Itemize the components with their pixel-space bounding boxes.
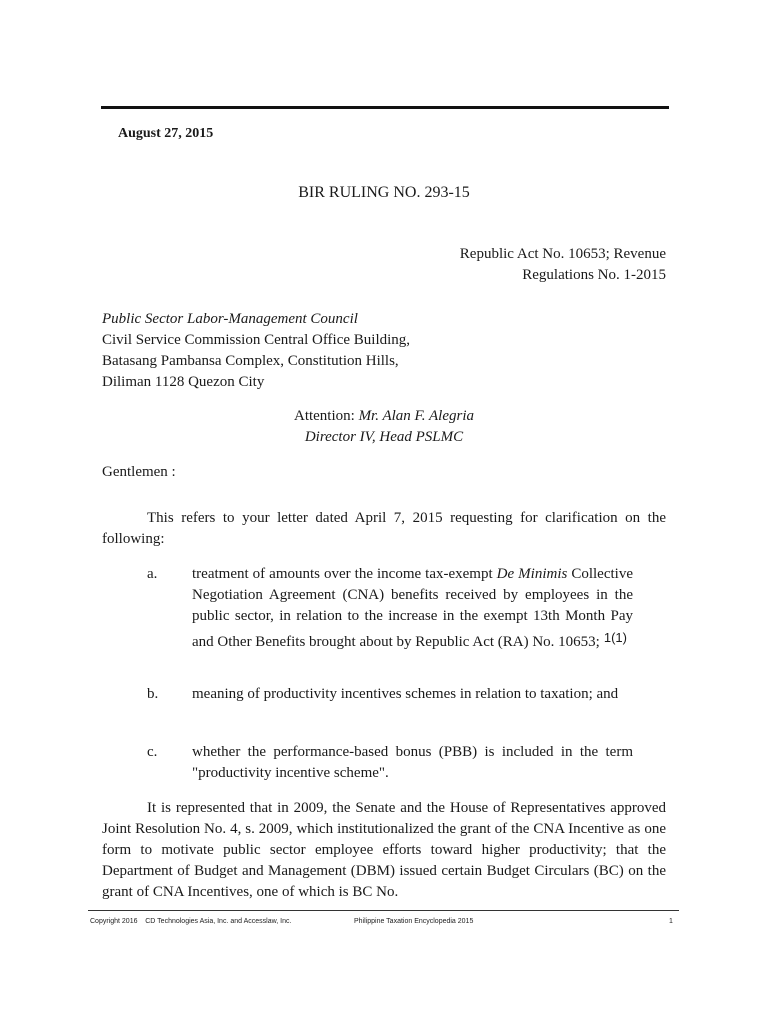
attention-position: Director IV, Head PSLMC xyxy=(304,429,464,445)
page-number: 1 xyxy=(669,918,673,925)
subject-line: Republic Act No. 10653; Revenue xyxy=(459,246,666,262)
ruling-date: August 27, 2015 xyxy=(118,126,214,141)
address-line: Batasang Pambansa Complex, Constitution Hills, xyxy=(102,353,399,369)
second-paragraph-text: It is represented that in 2009, the Senate and the House of Representatives approved Joint Resolution No. 4, s. 2009, which institutionalized the grant of the CNA Incentive as one form to motivate public sector employee efforts toward higher productivity; that the Department of Budget and Management (DBM) issued certain Budget Circulars (BC) on the grant of CNA Incentives, one of which is BC No. xyxy=(102,800,666,900)
list-item-text: whether the performance-based bonus (PBB) is included in the term "productivity incentive scheme". xyxy=(192,744,633,781)
subject-reference xyxy=(460,244,666,286)
footnote-link[interactable]: 1(1) xyxy=(603,630,627,645)
subject-line: Regulations No. 1-2015 xyxy=(522,267,666,283)
list-item-text: treatment of amounts over the income tax-exempt De Minimis Collective Negotiation Agreement (CNA) benefits received by employees in the public sector, in relation to the increase in the exempt 13th Month Pay and Other Benefits brought about by Republic Act (RA) No. 10653; 1(1) xyxy=(192,566,633,650)
footer-encyclopedia: Philippine Taxation Encyclopedia 2015 xyxy=(354,918,474,925)
address-line: Diliman 1128 Quezon City xyxy=(102,374,265,390)
list-item-letter: b. xyxy=(147,686,159,702)
second-paragraph xyxy=(102,798,666,903)
intro-paragraph xyxy=(102,508,666,550)
addressee-organization: Public Sector Labor-Management Council xyxy=(102,311,358,327)
list-item-letter: a. xyxy=(147,566,158,582)
list-item-text: meaning of productivity incentives schemes in relation to taxation; and xyxy=(192,686,619,702)
attention-label: Attention: xyxy=(293,408,355,424)
attention-block xyxy=(0,406,768,448)
attention-name: Mr. Alan F. Alegria xyxy=(358,408,474,424)
intro-paragraph-text: This refers to your letter dated April 7, 2015 requesting for clarification on the following: xyxy=(102,510,666,547)
italic-term: De Minimis xyxy=(496,566,568,582)
ruling-title: BIR RULING NO. 293-15 xyxy=(298,184,470,201)
header-rule xyxy=(101,106,669,109)
salutation: Gentlemen : xyxy=(102,464,176,480)
footer-rule xyxy=(88,910,679,911)
footer-copyright: Copyright 2016 CD Technologies Asia, Inc. and Accesslaw, Inc. xyxy=(90,918,292,925)
addressee-block xyxy=(102,309,410,393)
list-item-letter: c. xyxy=(147,744,158,760)
address-line: Civil Service Commission Central Office Building, xyxy=(102,332,411,348)
